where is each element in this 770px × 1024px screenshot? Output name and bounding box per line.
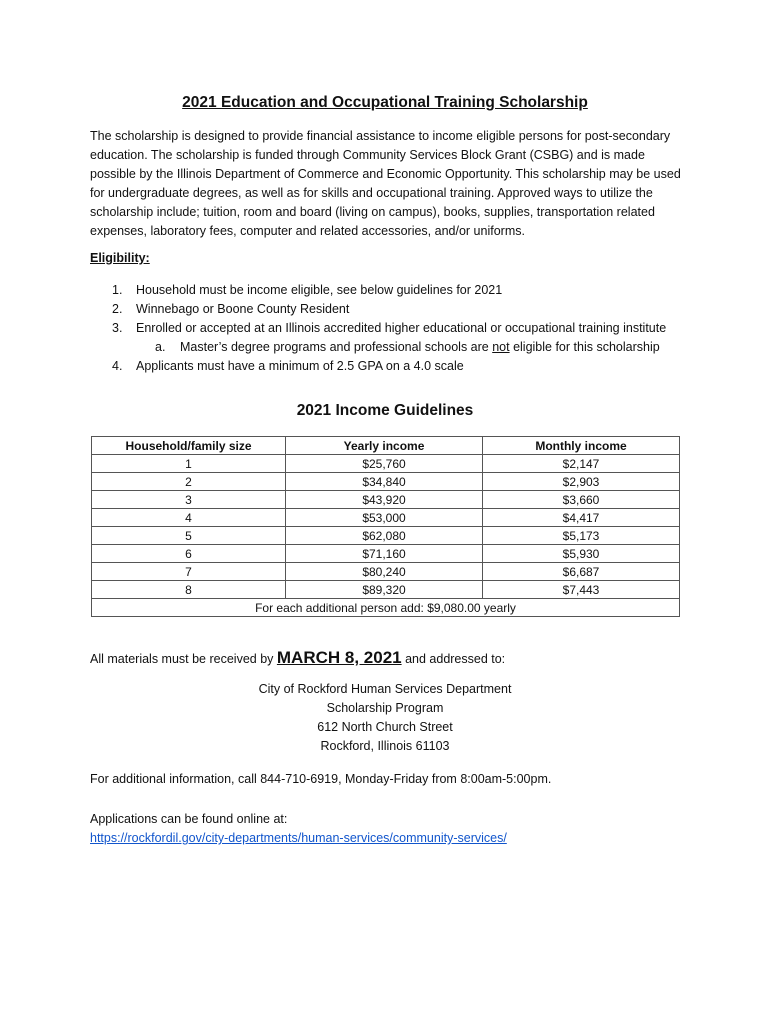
list-item-number: 4. xyxy=(112,359,123,373)
address-line: Scholarship Program xyxy=(326,701,444,715)
additional-person-note: For each additional person add: $9,080.00 yearly xyxy=(92,599,680,617)
applications-info xyxy=(90,810,507,848)
contact-info: For additional information, call 844-710-6919, Monday-Friday from 8:00am-5:00pm. xyxy=(90,772,552,786)
household-size-cell: 3 xyxy=(92,491,286,509)
yearly-income-cell: $80,240 xyxy=(286,563,483,581)
deadline-text-start: All materials must be received by xyxy=(90,652,277,666)
yearly-income-cell: $62,080 xyxy=(286,527,483,545)
table-row xyxy=(92,473,680,491)
income-table xyxy=(91,436,680,617)
monthly-income-cell: $7,443 xyxy=(483,581,680,599)
table-row xyxy=(92,527,680,545)
deadline-date: MARCH 8, 2021 xyxy=(276,648,402,667)
table-row xyxy=(92,455,680,473)
column-header: Monthly income xyxy=(483,437,680,455)
list-item-text: Household must be income eligible, see below guidelines for 2021 xyxy=(136,283,503,297)
household-size-cell: 2 xyxy=(92,473,286,491)
list-item-text: Enrolled or accepted at an Illinois accredited higher educational or occupational training institute xyxy=(136,321,667,335)
list-item-text: Applicants must have a minimum of 2.5 GPA on a 4.0 scale xyxy=(136,359,464,373)
mailing-address xyxy=(0,680,770,756)
sub-item-emphasis: not xyxy=(492,340,510,354)
table-row xyxy=(92,509,680,527)
household-size-cell: 5 xyxy=(92,527,286,545)
eligibility-list xyxy=(90,281,690,376)
monthly-income-cell: $5,930 xyxy=(483,545,680,563)
table-row xyxy=(92,545,680,563)
address-line: City of Rockford Human Services Department xyxy=(258,682,512,696)
household-size-cell: 8 xyxy=(92,581,286,599)
address-line: Rockford, Illinois 61103 xyxy=(320,739,450,753)
household-size-cell: 7 xyxy=(92,563,286,581)
sub-item-letter: a. xyxy=(155,340,166,354)
applications-label: Applications can be found online at: xyxy=(90,812,288,826)
column-header: Household/family size xyxy=(92,437,286,455)
list-item-text: Winnebago or Boone County Resident xyxy=(136,302,350,316)
yearly-income-cell: $89,320 xyxy=(286,581,483,599)
income-guidelines-heading: 2021 Income Guidelines xyxy=(296,402,474,419)
list-item-number: 2. xyxy=(112,302,123,316)
list-item xyxy=(90,300,690,319)
monthly-income-cell: $4,417 xyxy=(483,509,680,527)
table-row xyxy=(92,581,680,599)
yearly-income-cell: $71,160 xyxy=(286,545,483,563)
table-row xyxy=(92,491,680,509)
page-title: 2021 Education and Occupational Training Scholarship xyxy=(182,94,588,111)
deadline-line xyxy=(90,648,505,668)
sub-list-item xyxy=(90,338,690,357)
list-item xyxy=(90,357,690,376)
yearly-income-cell: $34,840 xyxy=(286,473,483,491)
list-item xyxy=(90,319,690,338)
list-item xyxy=(90,281,690,300)
table-row xyxy=(92,563,680,581)
monthly-income-cell: $2,903 xyxy=(483,473,680,491)
column-header: Yearly income xyxy=(286,437,483,455)
list-item-number: 1. xyxy=(112,283,123,297)
table-header-row xyxy=(92,437,680,455)
household-size-cell: 1 xyxy=(92,455,286,473)
monthly-income-cell: $5,173 xyxy=(483,527,680,545)
monthly-income-cell: $3,660 xyxy=(483,491,680,509)
list-item-number: 3. xyxy=(112,321,123,335)
intro-paragraph: The scholarship is designed to provide financial assistance to income eligible persons for post-secondary education. The scholarship is funded through Community Services Block Grant (CSBG) and is made possible by the Illinois Department of Commerce and Economic Opportunity. This scholarship may be used for undergraduate degrees, as well as for skills and occupational training. Approved ways to utilize the scholarship include; tuition, room and board (living on campus), books, supplies, transportation related expenses, laboratory fees, computer and related accessories, and/or uniforms. xyxy=(90,129,681,238)
household-size-cell: 6 xyxy=(92,545,286,563)
address-line: 612 North Church Street xyxy=(317,720,453,734)
applications-link[interactable]: https://rockfordil.gov/city-departments/human-services/community-services/ xyxy=(90,831,507,845)
deadline-text-end: and addressed to: xyxy=(401,652,506,666)
household-size-cell: 4 xyxy=(92,509,286,527)
yearly-income-cell: $53,000 xyxy=(286,509,483,527)
monthly-income-cell: $6,687 xyxy=(483,563,680,581)
sub-item-text-end: eligible for this scholarship xyxy=(509,340,660,354)
eligibility-heading: Eligibility: xyxy=(90,251,150,265)
yearly-income-cell: $25,760 xyxy=(286,455,483,473)
monthly-income-cell: $2,147 xyxy=(483,455,680,473)
table-footer-row xyxy=(92,599,680,617)
yearly-income-cell: $43,920 xyxy=(286,491,483,509)
sub-item-text-start: Master’s degree programs and professional schools are xyxy=(180,340,493,354)
